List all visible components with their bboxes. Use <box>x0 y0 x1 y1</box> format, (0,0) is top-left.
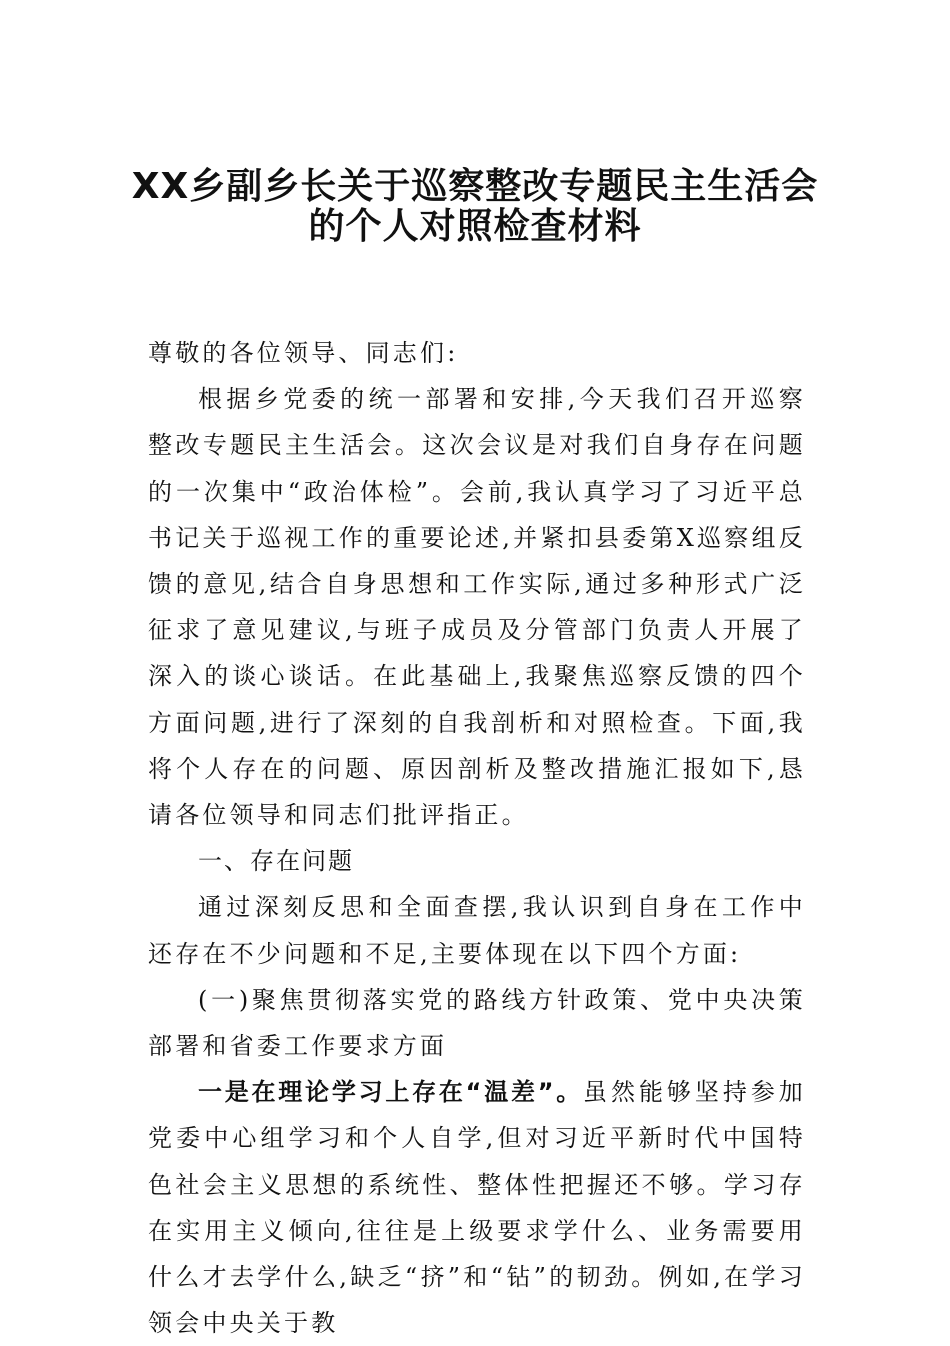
point-one-text: 虽然能够坚持参加党委中心组学习和个人自学,但对习近平新时代中国特色社会主义思想的系统性、整体性把握还不够。学习存在实用主义倾向,往往是上级要求学什么、业务需要用什么才去学什么,缺乏“挤”和“钻”的韧劲。例如,在学习领会中央关于教 <box>148 1078 806 1338</box>
point-one-lead: 一是在理论学习上存在“温差”。 <box>198 1078 584 1107</box>
point-one-paragraph <box>148 1069 806 1346</box>
intro-paragraph: 根据乡党委的统一部署和安排,今天我们召开巡察整改专题民主生活会。这次会议是对我们自身存在问题的一次集中“政治体检”。会前,我认真学习了习近平总书记关于巡视工作的重要论述,并紧扣县委第X巡察组反馈的意见,结合自身思想和工作实际,通过多种形式广泛征求了意见建议,与班子成员及分管部门负责人开展了深入的谈心谈话。在此基础上,我聚焦巡察反馈的四个方面问题,进行了深刻的自我剖析和对照检查。下面,我将个人存在的问题、原因剖析及整改措施汇报如下,恳请各位领导和同志们批评指正。 <box>148 385 806 830</box>
document-body <box>148 330 806 1346</box>
section-intro-paragraph: 通过深刻反思和全面查摆,我认识到自身在工作中还存在不少问题和不足,主要体现在以下四个方面: <box>148 893 806 968</box>
subsection-heading: (一)聚焦贯彻落实党的路线方针政策、党中央决策部署和省委工作要求方面 <box>148 985 806 1061</box>
document-title-line-2: 的个人对照检查材料 <box>308 206 642 247</box>
salutation: 尊敬的各位领导、同志们: <box>148 339 459 367</box>
section-heading: 一、存在问题 <box>198 847 354 876</box>
document-title-line-1: XX乡副乡长关于巡察整改专题民主生活会 <box>131 166 819 207</box>
